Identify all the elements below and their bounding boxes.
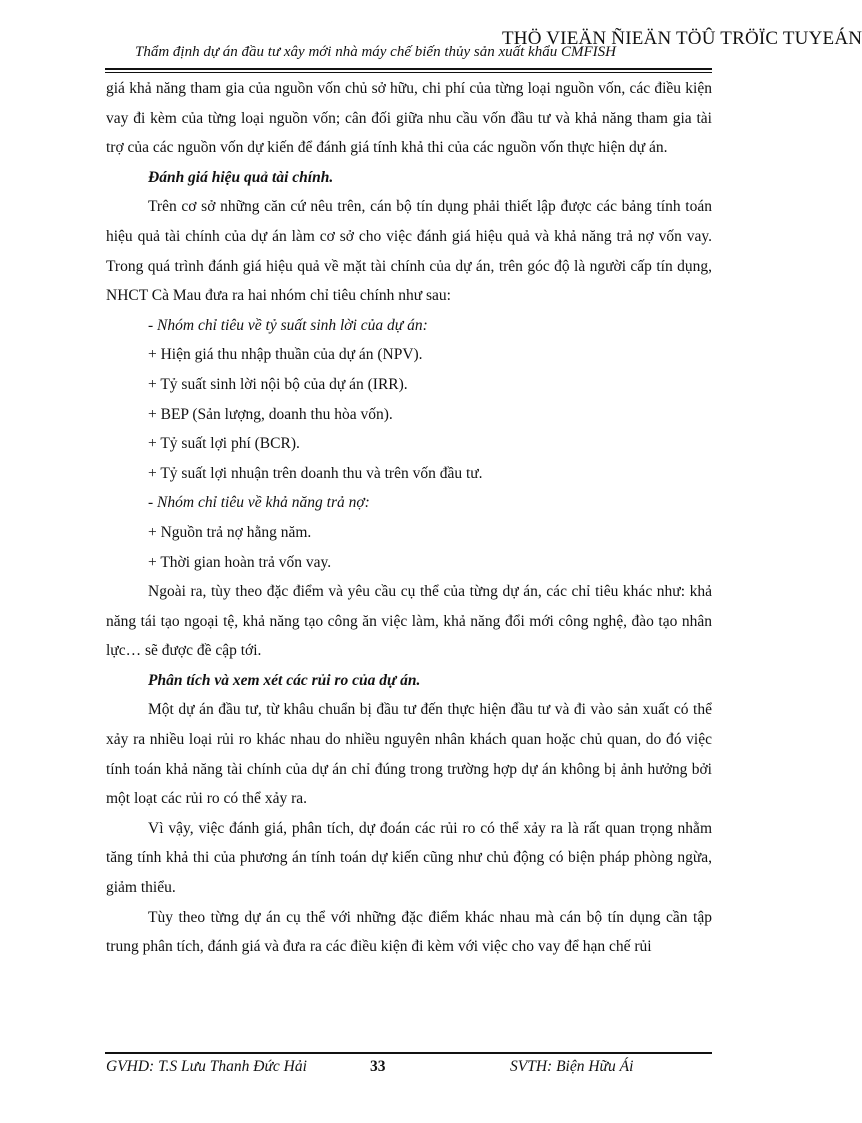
header-rule-thin [105, 72, 712, 73]
list-item: + Tỷ suất lợi nhuận trên doanh thu và trên vốn đầu tư. [148, 464, 483, 482]
list-item: + BEP (Sản lượng, doanh thu hòa vốn). [148, 405, 393, 423]
section-heading-risk-analysis: Phân tích và xem xét các rủi ro của dự án. [148, 671, 421, 689]
paragraph-risk-focus: Tùy theo từng dự án cụ thể với những đặc điểm khác nhau mà cán bộ tín dụng cần tập trung phân tích, đánh giá và đưa ra các điều kiện đi kèm với việc cho vay để hạn chế rủi [106, 908, 712, 956]
list-item: + Thời gian hoàn trả vốn vay. [148, 553, 332, 571]
library-watermark: THÖ VIEÄN ÑIEÄN TÖÛ TRÖÏC TUYEÁN [502, 28, 862, 49]
footer-advisor: GVHD: T.S Lưu Thanh Đức Hải [106, 1058, 307, 1075]
list-item: + Hiện giá thu nhập thuần của dự án (NPV). [148, 346, 423, 364]
footer-student: SVTH: Biện Hữu Ái [510, 1058, 634, 1075]
paragraph-risk-importance: Vì vậy, việc đánh giá, phân tích, dự đoán các rủi ro có thể xảy ra là rất quan trọng nhằm tăng tính khả thi của phương án tính toán dự kiến cũng như chủ động có biện pháp phòng ngừa, giảm thiểu. [106, 819, 712, 897]
header-rule [105, 68, 712, 70]
section-heading-financial-efficiency: Đánh giá hiệu quả tài chính. [148, 168, 334, 186]
footer-rule [105, 1052, 712, 1054]
paragraph-risk-sources: Một dự án đầu tư, từ khâu chuẩn bị đầu tư đến thực hiện đầu tư và đi vào sản xuất có thể xảy ra nhiều loại rủi ro khác nhau do nhiều nguyên nhân khách quan hoặc chủ quan, do đó việc tính toán khả năng tài chính của dự án chỉ đúng trong trường hợp dự án không bị ảnh hưởng bởi một loạt các rủi ro có thể xảy ra. [106, 701, 712, 808]
paragraph-continued: giá khả năng tham gia của nguồn vốn chủ sở hữu, chi phí của từng loại nguồn vốn, các điều kiện vay đi kèm của từng loại nguồn vốn; cân đối giữa nhu cầu vốn đầu tư và khả năng tham gia tài trợ của các nguồn vốn dự kiến để đánh giá tính khả thi của các nguồn vốn thực hiện dự án. [106, 80, 712, 157]
paragraph-other-criteria: Ngoài ra, tùy theo đặc điểm và yêu cầu cụ thể của từng dự án, các chỉ tiêu khác như: khả năng tái tạo ngoại tệ, khả năng tạo công ăn việc làm, khả năng đổi mới công nghệ, đào tạo nhân lực… sẽ được đề cập tới. [106, 583, 712, 660]
page-body [106, 74, 712, 962]
page-number: 33 [370, 1058, 386, 1075]
running-header-title: Thẩm định dự án đầu tư xây mới nhà máy chế biến thủy sản xuất khẩu CMFISH [135, 44, 616, 60]
group-heading-repayment: - Nhóm chỉ tiêu về khả năng trả nợ: [148, 494, 370, 512]
group-heading-profitability: - Nhóm chỉ tiêu về tỷ suất sinh lời của dự án: [148, 316, 428, 334]
list-item: + Nguồn trả nợ hằng năm. [148, 523, 312, 541]
list-item: + Tỷ suất sinh lời nội bộ của dự án (IRR). [148, 375, 408, 393]
list-item: + Tỷ suất lợi phí (BCR). [148, 435, 300, 453]
paragraph-financial-basis: Trên cơ sở những căn cứ nêu trên, cán bộ tín dụng phải thiết lập được các bảng tính toán hiệu quả tài chính của dự án làm cơ sở cho việc đánh giá hiệu quả và khả năng trả nợ vốn vay. Trong quá trình đánh giá hiệu quả về mặt tài chính của dự án, trên góc độ là người cấp tín dụng, NHCT Cà Mau đưa ra hai nhóm chỉ tiêu chính như sau: [106, 198, 712, 305]
